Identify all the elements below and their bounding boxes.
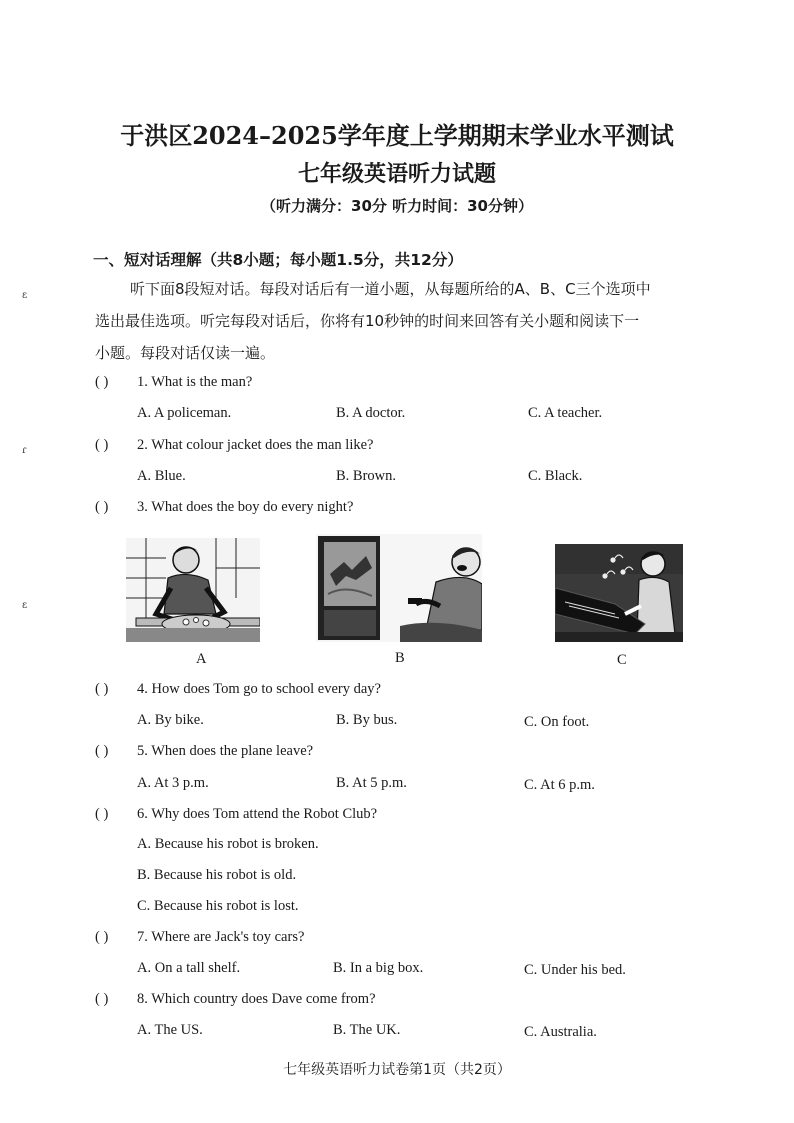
picture-a-washing [126, 538, 260, 642]
question-text: 3. What does the boy do every night? [137, 499, 354, 515]
answer-blank[interactable]: ( ) [95, 437, 109, 453]
answer-blank[interactable]: ( ) [95, 991, 109, 1007]
option-b: B. The UK. [333, 1022, 401, 1038]
option-a: A. Because his robot is broken. [137, 836, 319, 852]
question-text: 8. Which country does Dave come from? [137, 991, 376, 1007]
answer-blank[interactable]: ( ) [95, 743, 109, 759]
option-c: C. Australia. [524, 1024, 597, 1040]
section-heading: 一、短对话理解（共8小题；每小题1.5分，共12分） [93, 251, 463, 269]
option-b: B. Brown. [336, 468, 397, 484]
option-b: B. By bus. [336, 712, 398, 728]
option-b: B. At 5 p.m. [336, 775, 407, 791]
instructions-line: 选出最佳选项。听完每段对话后，你将有10秒钟的时间来回答有关小题和阅读下一 [95, 312, 640, 330]
question-text: 6. Why does Tom attend the Robot Club? [137, 806, 378, 822]
option-b: B. A doctor. [336, 405, 406, 421]
exam-title: 于洪区2024–2025学年度上学期期末学业水平测试 [120, 121, 674, 150]
option-c: C. Because his robot is lost. [137, 898, 299, 914]
option-b: B. Because his robot is old. [137, 867, 297, 883]
picture-label-a: A [196, 651, 207, 667]
margin-mark: ɛ [22, 600, 28, 611]
question-text: 2. What colour jacket does the man like? [137, 437, 374, 453]
question-text: 7. Where are Jack's toy cars? [137, 929, 305, 945]
option-a: A. Blue. [137, 468, 186, 484]
option-c: C. At 6 p.m. [524, 777, 595, 793]
question-text: 5. When does the plane leave? [137, 743, 314, 759]
answer-blank[interactable]: ( ) [95, 681, 109, 697]
option-c: C. A teacher. [528, 405, 603, 421]
answer-blank[interactable]: ( ) [95, 806, 109, 822]
picture-b-watching-tv [316, 534, 482, 642]
answer-blank[interactable]: ( ) [95, 929, 109, 945]
answer-blank[interactable]: ( ) [95, 374, 109, 390]
instructions-line: 小题。每段对话仅读一遍。 [95, 344, 276, 362]
option-a: A. The US. [137, 1022, 203, 1038]
option-c: C. Black. [528, 468, 583, 484]
option-a: A. On a tall shelf. [137, 960, 241, 976]
option-c: C. On foot. [524, 714, 590, 730]
exam-info: （听力满分：30分 听力时间：30分钟） [261, 197, 533, 215]
option-b: B. In a big box. [333, 960, 424, 976]
answer-blank[interactable]: ( ) [95, 499, 109, 515]
margin-mark: ɛ [22, 290, 28, 301]
option-a: A. At 3 p.m. [137, 775, 209, 791]
option-a: A. A policeman. [137, 405, 232, 421]
option-c: C. Under his bed. [524, 962, 626, 978]
picture-label-c: C [617, 652, 627, 668]
picture-label-b: B [395, 650, 405, 666]
page-footer: 七年级英语听力试卷第1页（共2页） [283, 1062, 511, 1078]
picture-c-playing-piano [555, 544, 683, 642]
exam-subtitle: 七年级英语听力试题 [297, 161, 496, 187]
option-a: A. By bike. [137, 712, 204, 728]
question-text: 4. How does Tom go to school every day? [137, 681, 381, 697]
question-text: 1. What is the man? [137, 374, 253, 390]
instructions-line: 听下面8段短对话。每段对话后有一道小题，从每题所给的A、B、C三个选项中 [130, 280, 651, 298]
margin-mark: ɾ [22, 445, 27, 456]
